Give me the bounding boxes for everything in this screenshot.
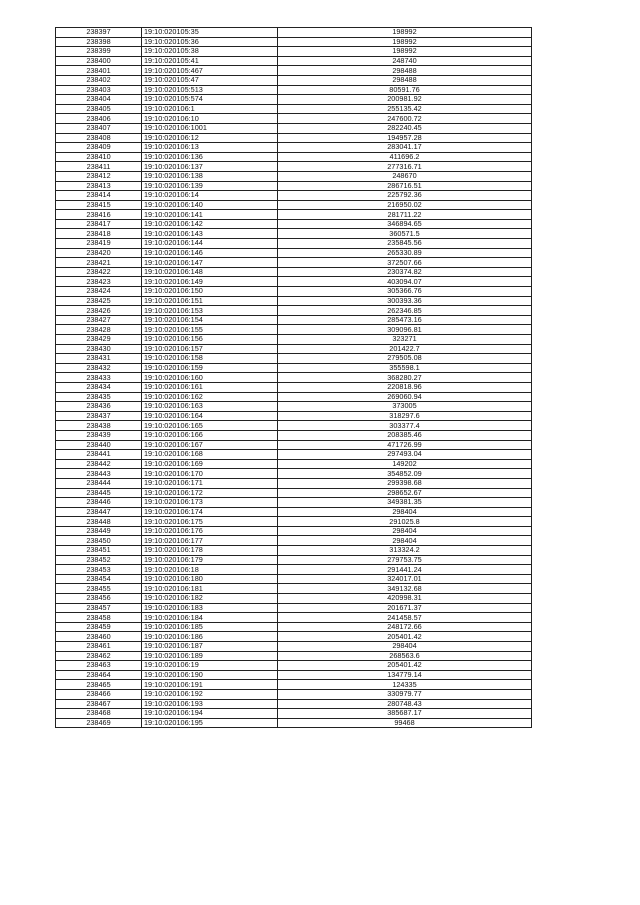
value-cell: 279505.08 [278, 354, 532, 364]
row-id-cell: 238406 [56, 114, 142, 124]
row-id-cell: 238404 [56, 95, 142, 105]
row-id-cell: 238446 [56, 498, 142, 508]
row-id-cell: 238452 [56, 555, 142, 565]
row-id-cell: 238460 [56, 632, 142, 642]
cadastral-number-cell: 19:10:020106:182 [142, 594, 278, 604]
row-id-cell: 238468 [56, 709, 142, 719]
cadastral-number-cell: 19:10:020106:154 [142, 315, 278, 325]
row-id-cell: 238442 [56, 459, 142, 469]
value-cell: 208385.46 [278, 430, 532, 440]
value-cell: 300393.36 [278, 296, 532, 306]
table-row [56, 162, 532, 172]
cadastral-number-cell: 19:10:020106:19 [142, 661, 278, 671]
value-cell: 298488 [278, 66, 532, 76]
row-id-cell: 238449 [56, 526, 142, 536]
cadastral-number-cell: 19:10:020106:149 [142, 277, 278, 287]
row-id-cell: 238466 [56, 689, 142, 699]
value-cell: 298404 [278, 526, 532, 536]
cadastral-number-cell: 19:10:020106:186 [142, 632, 278, 642]
table-row [56, 248, 532, 258]
value-cell: 205401.42 [278, 661, 532, 671]
value-cell: 198992 [278, 28, 532, 38]
table-row [56, 469, 532, 479]
table-row [56, 152, 532, 162]
value-cell: 360571.5 [278, 229, 532, 239]
value-cell: 201422.7 [278, 344, 532, 354]
table-row [56, 191, 532, 201]
value-cell: 283041.17 [278, 143, 532, 153]
table-row [56, 210, 532, 220]
cadastral-number-cell: 19:10:020106:157 [142, 344, 278, 354]
cadastral-number-cell: 19:10:020106:153 [142, 306, 278, 316]
row-id-cell: 238415 [56, 200, 142, 210]
row-id-cell: 238427 [56, 315, 142, 325]
row-id-cell: 238444 [56, 478, 142, 488]
value-cell: 323271 [278, 335, 532, 345]
row-id-cell: 238463 [56, 661, 142, 671]
cadastral-number-cell: 19:10:020106:1 [142, 104, 278, 114]
table-row [56, 239, 532, 249]
value-cell: 277316.71 [278, 162, 532, 172]
cadastral-number-cell: 19:10:020106:139 [142, 181, 278, 191]
row-id-cell: 238403 [56, 85, 142, 95]
value-cell: 313324.2 [278, 546, 532, 556]
table-row [56, 622, 532, 632]
row-id-cell: 238455 [56, 584, 142, 594]
table-row [56, 277, 532, 287]
value-cell: 349132.68 [278, 584, 532, 594]
cadastral-number-cell: 19:10:020106:167 [142, 440, 278, 450]
cadastral-number-cell: 19:10:020106:181 [142, 584, 278, 594]
cadastral-number-cell: 19:10:020106:161 [142, 382, 278, 392]
row-id-cell: 238428 [56, 325, 142, 335]
value-cell: 225792.36 [278, 191, 532, 201]
row-id-cell: 238418 [56, 229, 142, 239]
table-row [56, 584, 532, 594]
row-id-cell: 238448 [56, 517, 142, 527]
row-id-cell: 238433 [56, 373, 142, 383]
value-cell: 354852.09 [278, 469, 532, 479]
cadastral-number-cell: 19:10:020106:165 [142, 421, 278, 431]
value-cell: 247600.72 [278, 114, 532, 124]
value-cell: 194957.28 [278, 133, 532, 143]
row-id-cell: 238461 [56, 642, 142, 652]
table-row [56, 632, 532, 642]
value-cell: 420998.31 [278, 594, 532, 604]
value-cell: 262346.85 [278, 306, 532, 316]
cadastral-number-cell: 19:10:020106:158 [142, 354, 278, 364]
cadastral-number-cell: 19:10:020106:195 [142, 718, 278, 728]
cadastral-number-cell: 19:10:020106:187 [142, 642, 278, 652]
row-id-cell: 238423 [56, 277, 142, 287]
row-id-cell: 238419 [56, 239, 142, 249]
table-row [56, 411, 532, 421]
value-cell: 368280.27 [278, 373, 532, 383]
cadastral-number-cell: 19:10:020106:164 [142, 411, 278, 421]
table-row [56, 363, 532, 373]
row-id-cell: 238464 [56, 670, 142, 680]
table-row [56, 459, 532, 469]
table-row [56, 450, 532, 460]
table-row [56, 574, 532, 584]
table-row [56, 133, 532, 143]
value-cell: 205401.42 [278, 632, 532, 642]
row-id-cell: 238467 [56, 699, 142, 709]
row-id-cell: 238435 [56, 392, 142, 402]
row-id-cell: 238420 [56, 248, 142, 258]
table-row [56, 75, 532, 85]
value-cell: 255135.42 [278, 104, 532, 114]
table-row [56, 335, 532, 345]
cadastral-number-cell: 19:10:020106:138 [142, 171, 278, 181]
row-id-cell: 238409 [56, 143, 142, 153]
row-id-cell: 238398 [56, 37, 142, 47]
table-row [56, 219, 532, 229]
cadastral-number-cell: 19:10:020106:185 [142, 622, 278, 632]
row-id-cell: 238436 [56, 402, 142, 412]
table-row [56, 104, 532, 114]
value-cell: 198992 [278, 47, 532, 57]
table-row [56, 28, 532, 38]
value-cell: 303377.4 [278, 421, 532, 431]
cadastral-number-cell: 19:10:020106:151 [142, 296, 278, 306]
table-row [56, 47, 532, 57]
table-row [56, 440, 532, 450]
row-id-cell: 238408 [56, 133, 142, 143]
table-row [56, 651, 532, 661]
value-cell: 372507.66 [278, 258, 532, 268]
table-row [56, 594, 532, 604]
cadastral-number-cell: 19:10:020106:172 [142, 488, 278, 498]
cadastral-number-cell: 19:10:020106:1001 [142, 123, 278, 133]
value-cell: 99468 [278, 718, 532, 728]
row-id-cell: 238454 [56, 574, 142, 584]
value-cell: 220818.96 [278, 382, 532, 392]
table-row [56, 507, 532, 517]
cadastral-number-cell: 19:10:020106:191 [142, 680, 278, 690]
value-cell: 346894.65 [278, 219, 532, 229]
value-cell: 235845.56 [278, 239, 532, 249]
value-cell: 201671.37 [278, 603, 532, 613]
row-id-cell: 238397 [56, 28, 142, 38]
cadastral-number-cell: 19:10:020106:170 [142, 469, 278, 479]
row-id-cell: 238426 [56, 306, 142, 316]
cadastral-number-cell: 19:10:020106:136 [142, 152, 278, 162]
table-row [56, 603, 532, 613]
cadastral-number-cell: 19:10:020106:168 [142, 450, 278, 460]
cadastral-number-cell: 19:10:020106:10 [142, 114, 278, 124]
cadastral-number-cell: 19:10:020106:155 [142, 325, 278, 335]
value-cell: 403094.07 [278, 277, 532, 287]
table-row [56, 354, 532, 364]
value-cell: 305366.76 [278, 287, 532, 297]
row-id-cell: 238416 [56, 210, 142, 220]
row-id-cell: 238447 [56, 507, 142, 517]
table-row [56, 565, 532, 575]
cadastral-number-cell: 19:10:020106:143 [142, 229, 278, 239]
value-cell: 216950.02 [278, 200, 532, 210]
cadastral-number-cell: 19:10:020106:184 [142, 613, 278, 623]
table-row [56, 382, 532, 392]
table-row [56, 718, 532, 728]
row-id-cell: 238451 [56, 546, 142, 556]
cadastral-number-cell: 19:10:020106:190 [142, 670, 278, 680]
table-row [56, 315, 532, 325]
table-row [56, 373, 532, 383]
row-id-cell: 238407 [56, 123, 142, 133]
cadastral-number-cell: 19:10:020106:173 [142, 498, 278, 508]
cadastral-number-cell: 19:10:020106:175 [142, 517, 278, 527]
table-row [56, 114, 532, 124]
table-row [56, 267, 532, 277]
value-cell: 279753.75 [278, 555, 532, 565]
value-cell: 298652.67 [278, 488, 532, 498]
row-id-cell: 238400 [56, 56, 142, 66]
cadastral-number-cell: 19:10:020106:150 [142, 287, 278, 297]
value-cell: 248172.66 [278, 622, 532, 632]
table-row [56, 661, 532, 671]
table-row [56, 143, 532, 153]
row-id-cell: 238431 [56, 354, 142, 364]
cadastral-number-cell: 19:10:020105:47 [142, 75, 278, 85]
table-row [56, 258, 532, 268]
table-row [56, 488, 532, 498]
value-cell: 281711.22 [278, 210, 532, 220]
row-id-cell: 238424 [56, 287, 142, 297]
cadastral-number-cell: 19:10:020106:192 [142, 689, 278, 699]
value-cell: 230374.82 [278, 267, 532, 277]
row-id-cell: 238413 [56, 181, 142, 191]
cadastral-number-cell: 19:10:020106:12 [142, 133, 278, 143]
cadastral-number-cell: 19:10:020106:166 [142, 430, 278, 440]
value-cell: 309096.81 [278, 325, 532, 335]
row-id-cell: 238462 [56, 651, 142, 661]
row-id-cell: 238432 [56, 363, 142, 373]
value-cell: 248740 [278, 56, 532, 66]
table-row [56, 66, 532, 76]
row-id-cell: 238438 [56, 421, 142, 431]
table-row [56, 555, 532, 565]
cadastral-number-cell: 19:10:020106:169 [142, 459, 278, 469]
row-id-cell: 238450 [56, 536, 142, 546]
table-row [56, 517, 532, 527]
cadastral-number-cell: 19:10:020105:38 [142, 47, 278, 57]
table-row [56, 37, 532, 47]
value-cell: 268563.6 [278, 651, 532, 661]
table-row [56, 536, 532, 546]
value-cell: 385687.17 [278, 709, 532, 719]
value-cell: 298404 [278, 507, 532, 517]
cadastral-number-cell: 19:10:020105:467 [142, 66, 278, 76]
value-cell: 286716.51 [278, 181, 532, 191]
value-cell: 248670 [278, 171, 532, 181]
cadastral-number-cell: 19:10:020106:189 [142, 651, 278, 661]
table-row [56, 296, 532, 306]
row-id-cell: 238443 [56, 469, 142, 479]
table-body [56, 28, 532, 728]
table-row [56, 526, 532, 536]
cadastral-number-cell: 19:10:020106:179 [142, 555, 278, 565]
table-row [56, 325, 532, 335]
value-cell: 298488 [278, 75, 532, 85]
table-row [56, 498, 532, 508]
table-row [56, 680, 532, 690]
cadastral-number-cell: 19:10:020105:574 [142, 95, 278, 105]
cadastral-number-cell: 19:10:020106:163 [142, 402, 278, 412]
cadastral-number-cell: 19:10:020106:18 [142, 565, 278, 575]
row-id-cell: 238401 [56, 66, 142, 76]
table-row [56, 642, 532, 652]
cadastral-number-cell: 19:10:020106:176 [142, 526, 278, 536]
row-id-cell: 238469 [56, 718, 142, 728]
cadastral-number-cell: 19:10:020106:178 [142, 546, 278, 556]
table-row [56, 613, 532, 623]
row-id-cell: 238434 [56, 382, 142, 392]
cadastral-number-cell: 19:10:020106:159 [142, 363, 278, 373]
cadastral-number-cell: 19:10:020106:148 [142, 267, 278, 277]
value-cell: 324017.01 [278, 574, 532, 584]
table-row [56, 181, 532, 191]
table-row [56, 171, 532, 181]
cadastral-number-cell: 19:10:020106:162 [142, 392, 278, 402]
table-row [56, 95, 532, 105]
row-id-cell: 238417 [56, 219, 142, 229]
row-id-cell: 238399 [56, 47, 142, 57]
cadastral-number-cell: 19:10:020106:177 [142, 536, 278, 546]
cadastral-number-cell: 19:10:020106:13 [142, 143, 278, 153]
row-id-cell: 238457 [56, 603, 142, 613]
table-row [56, 306, 532, 316]
row-id-cell: 238453 [56, 565, 142, 575]
value-cell: 269060.94 [278, 392, 532, 402]
value-cell: 318297.6 [278, 411, 532, 421]
table-row [56, 85, 532, 95]
table-row [56, 546, 532, 556]
value-cell: 124335 [278, 680, 532, 690]
table-row [56, 200, 532, 210]
cadastral-number-cell: 19:10:020106:180 [142, 574, 278, 584]
value-cell: 198992 [278, 37, 532, 47]
row-id-cell: 238412 [56, 171, 142, 181]
row-id-cell: 238458 [56, 613, 142, 623]
value-cell: 298404 [278, 536, 532, 546]
table-row [56, 709, 532, 719]
value-cell: 299398.68 [278, 478, 532, 488]
value-cell: 330979.77 [278, 689, 532, 699]
row-id-cell: 238439 [56, 430, 142, 440]
value-cell: 471726.99 [278, 440, 532, 450]
cadastral-number-cell: 19:10:020106:183 [142, 603, 278, 613]
value-cell: 149202 [278, 459, 532, 469]
cadastral-number-cell: 19:10:020106:174 [142, 507, 278, 517]
cadastral-number-cell: 19:10:020106:137 [142, 162, 278, 172]
row-id-cell: 238437 [56, 411, 142, 421]
cadastral-number-cell: 19:10:020106:146 [142, 248, 278, 258]
value-cell: 411696.2 [278, 152, 532, 162]
table-row [56, 287, 532, 297]
value-cell: 200981.92 [278, 95, 532, 105]
row-id-cell: 238440 [56, 440, 142, 450]
row-id-cell: 238414 [56, 191, 142, 201]
cadastral-number-cell: 19:10:020106:14 [142, 191, 278, 201]
value-cell: 298404 [278, 642, 532, 652]
row-id-cell: 238430 [56, 344, 142, 354]
table-row [56, 699, 532, 709]
row-id-cell: 238445 [56, 488, 142, 498]
cadastral-number-cell: 19:10:020105:41 [142, 56, 278, 66]
cadastral-number-cell: 19:10:020106:147 [142, 258, 278, 268]
cadastral-number-cell: 19:10:020106:156 [142, 335, 278, 345]
value-cell: 291025.8 [278, 517, 532, 527]
value-cell: 291441.24 [278, 565, 532, 575]
row-id-cell: 238402 [56, 75, 142, 85]
cadastral-number-cell: 19:10:020106:142 [142, 219, 278, 229]
table-row [56, 402, 532, 412]
table-row [56, 123, 532, 133]
value-cell: 297493.04 [278, 450, 532, 460]
value-cell: 241458.57 [278, 613, 532, 623]
value-cell: 373005 [278, 402, 532, 412]
value-cell: 355598.1 [278, 363, 532, 373]
value-cell: 134779.14 [278, 670, 532, 680]
row-id-cell: 238411 [56, 162, 142, 172]
cadastral-number-cell: 19:10:020105:513 [142, 85, 278, 95]
row-id-cell: 238422 [56, 267, 142, 277]
value-cell: 80591.76 [278, 85, 532, 95]
data-table [55, 27, 532, 728]
row-id-cell: 238456 [56, 594, 142, 604]
cadastral-number-cell: 19:10:020105:35 [142, 28, 278, 38]
table-row [56, 229, 532, 239]
table-row [56, 56, 532, 66]
value-cell: 282240.45 [278, 123, 532, 133]
row-id-cell: 238429 [56, 335, 142, 345]
table-row [56, 430, 532, 440]
value-cell: 349381.35 [278, 498, 532, 508]
cadastral-number-cell: 19:10:020106:193 [142, 699, 278, 709]
table-row [56, 344, 532, 354]
value-cell: 285473.16 [278, 315, 532, 325]
row-id-cell: 238459 [56, 622, 142, 632]
table-row [56, 670, 532, 680]
table-row [56, 478, 532, 488]
cadastral-number-cell: 19:10:020106:160 [142, 373, 278, 383]
cadastral-number-cell: 19:10:020106:171 [142, 478, 278, 488]
table-row [56, 689, 532, 699]
row-id-cell: 238410 [56, 152, 142, 162]
value-cell: 280748.43 [278, 699, 532, 709]
value-cell: 265330.89 [278, 248, 532, 258]
row-id-cell: 238425 [56, 296, 142, 306]
row-id-cell: 238441 [56, 450, 142, 460]
row-id-cell: 238465 [56, 680, 142, 690]
row-id-cell: 238421 [56, 258, 142, 268]
cadastral-number-cell: 19:10:020106:144 [142, 239, 278, 249]
cadastral-number-cell: 19:10:020105:36 [142, 37, 278, 47]
table-row [56, 421, 532, 431]
cadastral-number-cell: 19:10:020106:194 [142, 709, 278, 719]
cadastral-number-cell: 19:10:020106:141 [142, 210, 278, 220]
row-id-cell: 238405 [56, 104, 142, 114]
table-row [56, 392, 532, 402]
cadastral-number-cell: 19:10:020106:140 [142, 200, 278, 210]
